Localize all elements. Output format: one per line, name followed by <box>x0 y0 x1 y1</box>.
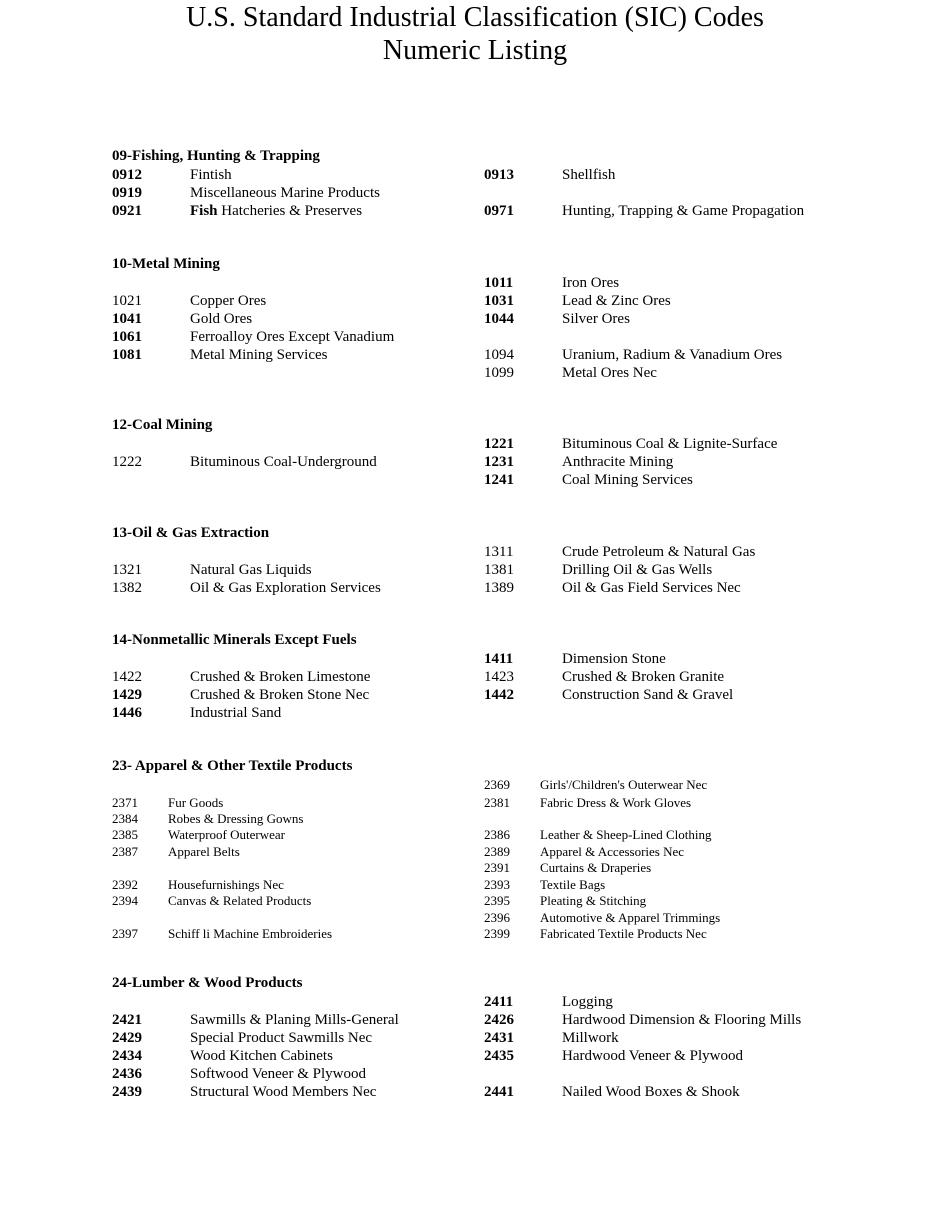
sic-code: 2429 <box>112 1030 142 1046</box>
sic-description: Anthracite Mining <box>562 454 674 470</box>
sic-description: Structural Wood Members Nec <box>190 1084 377 1100</box>
sic-code: 1221 <box>484 436 514 452</box>
sic-code: 2395 <box>484 893 510 908</box>
sic-code: 1081 <box>112 347 142 363</box>
page-subtitle: Numeric Listing <box>382 35 568 66</box>
sic-code: 2393 <box>484 877 510 892</box>
sic-code: 2369 <box>484 777 510 792</box>
sic-code: 2441 <box>484 1084 514 1100</box>
sic-code: 1442 <box>484 687 514 703</box>
sic-description: Oil & Gas Exploration Services <box>190 580 381 596</box>
page-title: U.S. Standard Industrial Classification (SIC) Codes <box>186 2 764 33</box>
sic-description: Housefurnishings Nec <box>168 877 284 892</box>
sic-description: Softwood Veneer & Plywood <box>190 1066 366 1082</box>
sic-code: 1422 <box>112 669 142 685</box>
sic-description: Crushed & Broken Limestone <box>190 669 371 685</box>
sic-description: Nailed Wood Boxes & Shook <box>562 1084 740 1100</box>
sic-description: Bituminous Coal-Underground <box>190 454 377 470</box>
sic-code: 1389 <box>484 580 514 596</box>
sic-description: Silver Ores <box>562 311 630 327</box>
sic-description: Textile Bags <box>540 877 606 892</box>
sic-code: 2431 <box>484 1030 514 1046</box>
sic-description: Lead & Zinc Ores <box>562 293 671 309</box>
sic-description: Drilling Oil & Gas Wells <box>562 562 713 578</box>
sic-description: Automotive & Apparel Trimmings <box>540 910 721 925</box>
section-header-10: 10-Metal Mining <box>112 256 220 272</box>
sic-description: Metal Mining Services <box>190 347 328 363</box>
sic-description: Industrial Sand <box>190 705 282 721</box>
sic-description: Robes & Dressing Gowns <box>168 811 304 826</box>
sic-description: Girls'/Children's Outerwear Nec <box>540 777 708 792</box>
sic-description: Hardwood Veneer & Plywood <box>562 1048 743 1064</box>
sic-description: Crushed & Broken Stone Nec <box>190 687 370 703</box>
sic-code: 1382 <box>112 580 142 596</box>
section-header-23: 23- Apparel & Other Textile Products <box>112 758 353 774</box>
sic-description: Canvas & Related Products <box>168 893 312 908</box>
sic-code: 0912 <box>112 167 142 183</box>
sic-code: 1044 <box>484 311 514 327</box>
sic-code: 2385 <box>112 827 138 842</box>
sic-code: 0919 <box>112 185 142 201</box>
sic-description: Uranium, Radium & Vanadium Ores <box>562 347 783 363</box>
sic-description: Special Product Sawmills Nec <box>190 1030 373 1046</box>
section-header-13: 13-Oil & Gas Extraction <box>112 525 270 541</box>
sic-description-rest: Hatcheries & Preserves <box>217 203 363 219</box>
sic-description: Hardwood Dimension & Flooring Mills <box>562 1012 802 1028</box>
sic-code: 1311 <box>484 544 514 560</box>
sic-description <box>190 202 362 220</box>
sic-description: Apparel Belts <box>168 844 240 859</box>
sic-code: 1411 <box>484 651 514 667</box>
sic-code: 2421 <box>112 1012 142 1028</box>
sic-description: Fabric Dress & Work Gloves <box>540 795 692 810</box>
sic-code: 1231 <box>484 454 514 470</box>
sic-code: 1011 <box>484 275 514 291</box>
sic-description: Millwork <box>562 1030 619 1046</box>
sic-description-emphasis: Fish <box>190 203 218 219</box>
sic-description: Ferroalloy Ores Except Vanadium <box>190 329 395 345</box>
sic-code: 0913 <box>484 167 514 183</box>
sic-code: 2389 <box>484 844 510 859</box>
sic-code: 2384 <box>112 811 138 826</box>
sic-code: 2392 <box>112 877 138 892</box>
sic-description: Schiff li Machine Embroideries <box>168 926 333 941</box>
sic-code: 1429 <box>112 687 142 703</box>
sic-code: 0971 <box>484 203 514 219</box>
sic-code: 2434 <box>112 1048 142 1064</box>
sic-code: 0921 <box>112 203 142 219</box>
sic-code: 2435 <box>484 1048 514 1064</box>
sic-code: 1031 <box>484 293 514 309</box>
sic-code: 1222 <box>112 454 142 470</box>
sic-code: 2391 <box>484 860 510 875</box>
section-header-09: 09-Fishing, Hunting & Trapping <box>112 148 320 164</box>
sic-code: 1094 <box>484 347 514 363</box>
sic-description: Shellfish <box>562 167 616 183</box>
sic-description: Crushed & Broken Granite <box>562 669 725 685</box>
sic-description: Construction Sand & Gravel <box>562 687 734 703</box>
sic-description: Logging <box>562 994 613 1010</box>
sic-description: Bituminous Coal & Lignite-Surface <box>562 436 778 452</box>
sic-code: 2396 <box>484 910 510 925</box>
sic-description: Copper Ores <box>190 293 267 309</box>
sic-description: Natural Gas Liquids <box>190 562 312 578</box>
sic-code: 2439 <box>112 1084 142 1100</box>
sic-code: 1241 <box>484 472 514 488</box>
sic-code: 2387 <box>112 844 138 859</box>
sic-description: Oil & Gas Field Services Nec <box>562 580 741 596</box>
sic-description: Pleating & Stitching <box>540 893 647 908</box>
sic-description: Dimension Stone <box>562 651 666 667</box>
sic-code: 2426 <box>484 1012 514 1028</box>
sic-description: Leather & Sheep-Lined Clothing <box>540 827 712 842</box>
sic-description: Miscellaneous Marine Products <box>190 185 380 201</box>
sic-description: Fur Goods <box>168 795 224 810</box>
sic-description: Fabricated Textile Products Nec <box>540 926 707 941</box>
sic-description: Curtains & Draperies <box>540 860 652 875</box>
sic-description: Apparel & Accessories Nec <box>540 844 685 859</box>
sic-description: Crude Petroleum & Natural Gas <box>562 544 756 560</box>
sic-code: 2381 <box>484 795 510 810</box>
sic-description: Iron Ores <box>562 275 620 291</box>
section-header-24: 24-Lumber & Wood Products <box>112 975 303 991</box>
sic-description: Waterproof Outerwear <box>168 827 285 842</box>
sic-code: 1423 <box>484 669 514 685</box>
sic-code: 2371 <box>112 795 138 810</box>
sic-description: Wood Kitchen Cabinets <box>190 1048 333 1064</box>
sic-description: Metal Ores Nec <box>562 365 657 381</box>
sic-code: 1381 <box>484 562 514 578</box>
sic-code: 1021 <box>112 293 142 309</box>
sic-code: 2399 <box>484 926 510 941</box>
sic-code: 1041 <box>112 311 142 327</box>
sic-description: Coal Mining Services <box>562 472 693 488</box>
sic-code: 2386 <box>484 827 510 842</box>
section-header-14: 14-Nonmetallic Minerals Except Fuels <box>112 632 357 648</box>
sic-description: Gold Ores <box>190 311 253 327</box>
section-header-12: 12-Coal Mining <box>112 417 213 433</box>
sic-code: 1321 <box>112 562 142 578</box>
sic-code: 2397 <box>112 926 138 941</box>
sic-code: 2394 <box>112 893 138 908</box>
sic-description: Sawmills & Planing Mills-General <box>190 1012 399 1028</box>
sic-code: 2411 <box>484 994 514 1010</box>
sic-description: Fintish <box>190 167 232 183</box>
sic-code: 2436 <box>112 1066 142 1082</box>
sic-code: 1061 <box>112 329 142 345</box>
sic-code: 1446 <box>112 705 142 721</box>
sic-code: 1099 <box>484 365 514 381</box>
sic-description: Hunting, Trapping & Game Propagation <box>562 203 805 219</box>
